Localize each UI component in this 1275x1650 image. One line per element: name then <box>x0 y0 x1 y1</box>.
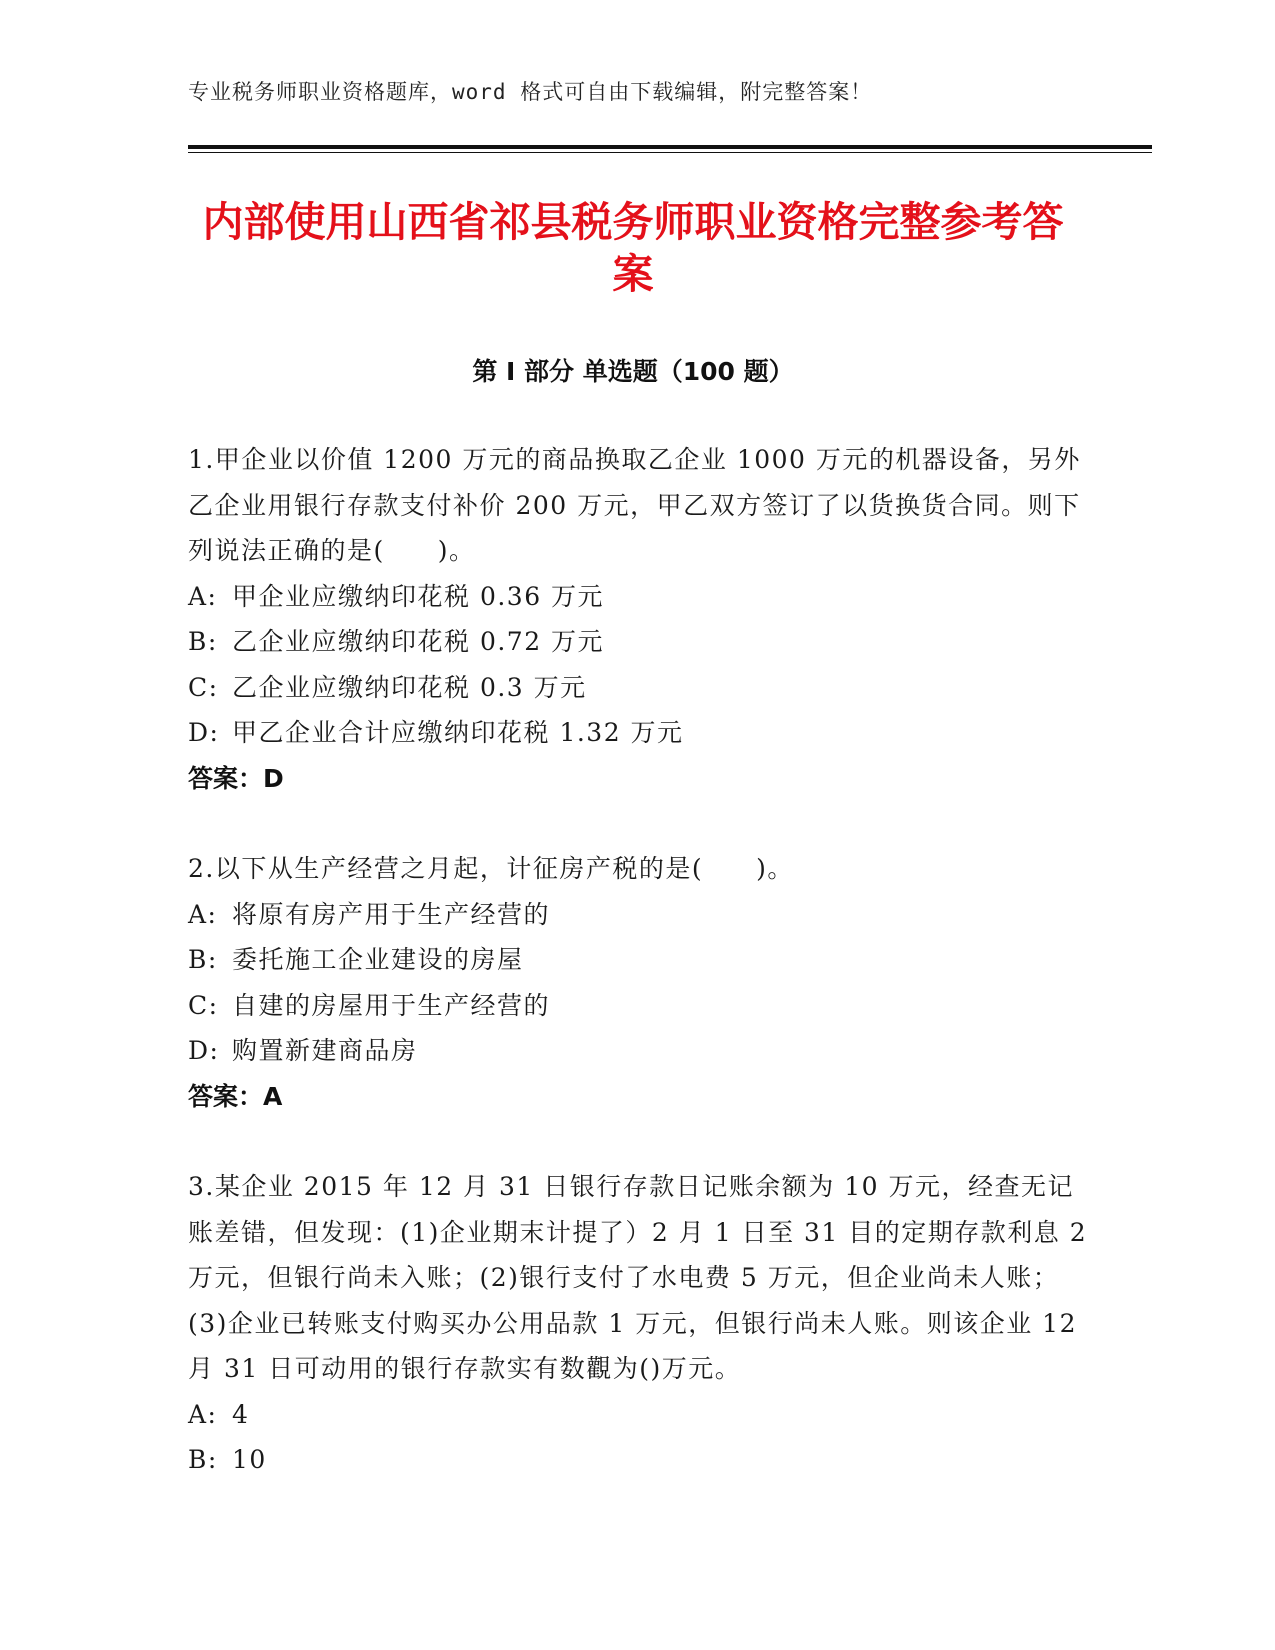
question-option-d <box>188 1028 1088 1074</box>
option-letter: A: <box>188 899 218 929</box>
option-text: 委托施工企业建设的房屋 <box>232 945 524 974</box>
question-answer: 答案：A <box>188 1081 283 1111</box>
option-letter: C: <box>188 990 219 1020</box>
question-option-b <box>188 937 1088 983</box>
question-1 <box>188 437 1088 801</box>
question-option-d <box>188 710 1088 756</box>
option-letter: D: <box>188 1036 220 1065</box>
question-option-b <box>188 619 1088 665</box>
option-text: 4 <box>232 1399 250 1429</box>
question-answer: 答案：D <box>188 763 284 793</box>
question-stem: 3.某企业 2015 年 12 月 31 日银行存款日记账余额为 10 万元，经查无记账差错，但发现：(1)企业期末计提了）2 月 1 日至 31 目的定期存款利息 2 万元，但银行尚未入账；(2)银行支付了水电费 5 万元，但企业尚未人账；(3)企业已转账支付购买办公用品款 1 万元，但银行尚未人账。则该企业 12 月 31 日可动用的银行存款实有数觀为()万元。 <box>188 1172 1088 1383</box>
option-text: 甲乙企业合计应缴纳印花税 1.32 万元 <box>232 718 684 747</box>
question-option-a <box>188 892 1088 938</box>
question-option-c <box>188 665 1088 711</box>
header-rule-thick <box>188 145 1152 149</box>
header-note: 专业税务师职业资格题库，word 格式可自由下载编辑，附完整答案！ <box>188 80 873 104</box>
question-list <box>188 437 1088 1483</box>
question-stem: 1.甲企业以价值 1200 万元的商品换取乙企业 1000 万元的机器设备，另外乙企业用银行存款支付补价 200 万元，甲乙双方签订了以货换货合同。则下列说法正确的是( )。 <box>188 445 1081 565</box>
question-stem: 2.以下从生产经营之月起，计征房产税的是( )。 <box>188 854 794 883</box>
option-letter: A: <box>188 581 218 611</box>
question-spacer <box>188 1119 1088 1164</box>
option-text: 乙企业应缴纳印花税 0.3 万元 <box>232 672 587 702</box>
section-heading: 第 I 部分 单选题（100 题） <box>472 357 794 386</box>
question-option-a <box>188 574 1088 620</box>
question-3 <box>188 1164 1088 1483</box>
document-title: 内部使用山西省祁县税务师职业资格完整参考答案 <box>202 198 1064 298</box>
option-letter: A: <box>188 1399 218 1429</box>
question-option-a <box>188 1392 1088 1438</box>
question-spacer <box>188 801 1088 846</box>
option-text: 将原有房产用于生产经营的 <box>232 899 551 929</box>
question-option-c <box>188 983 1088 1029</box>
option-letter: D: <box>188 718 220 747</box>
option-letter: B: <box>188 945 218 974</box>
option-text: 10 <box>232 1445 267 1474</box>
header-rule-thin <box>188 152 1152 153</box>
option-text: 购置新建商品房 <box>232 1036 418 1065</box>
option-letter: C: <box>188 672 219 702</box>
option-letter: B: <box>188 1445 218 1474</box>
question-option-b <box>188 1437 1088 1483</box>
option-text: 乙企业应缴纳印花税 0.72 万元 <box>232 627 605 656</box>
option-text: 甲企业应缴纳印花税 0.36 万元 <box>232 581 605 611</box>
option-letter: B: <box>188 627 218 656</box>
question-2 <box>188 846 1088 1119</box>
option-text: 自建的房屋用于生产经营的 <box>232 990 551 1020</box>
